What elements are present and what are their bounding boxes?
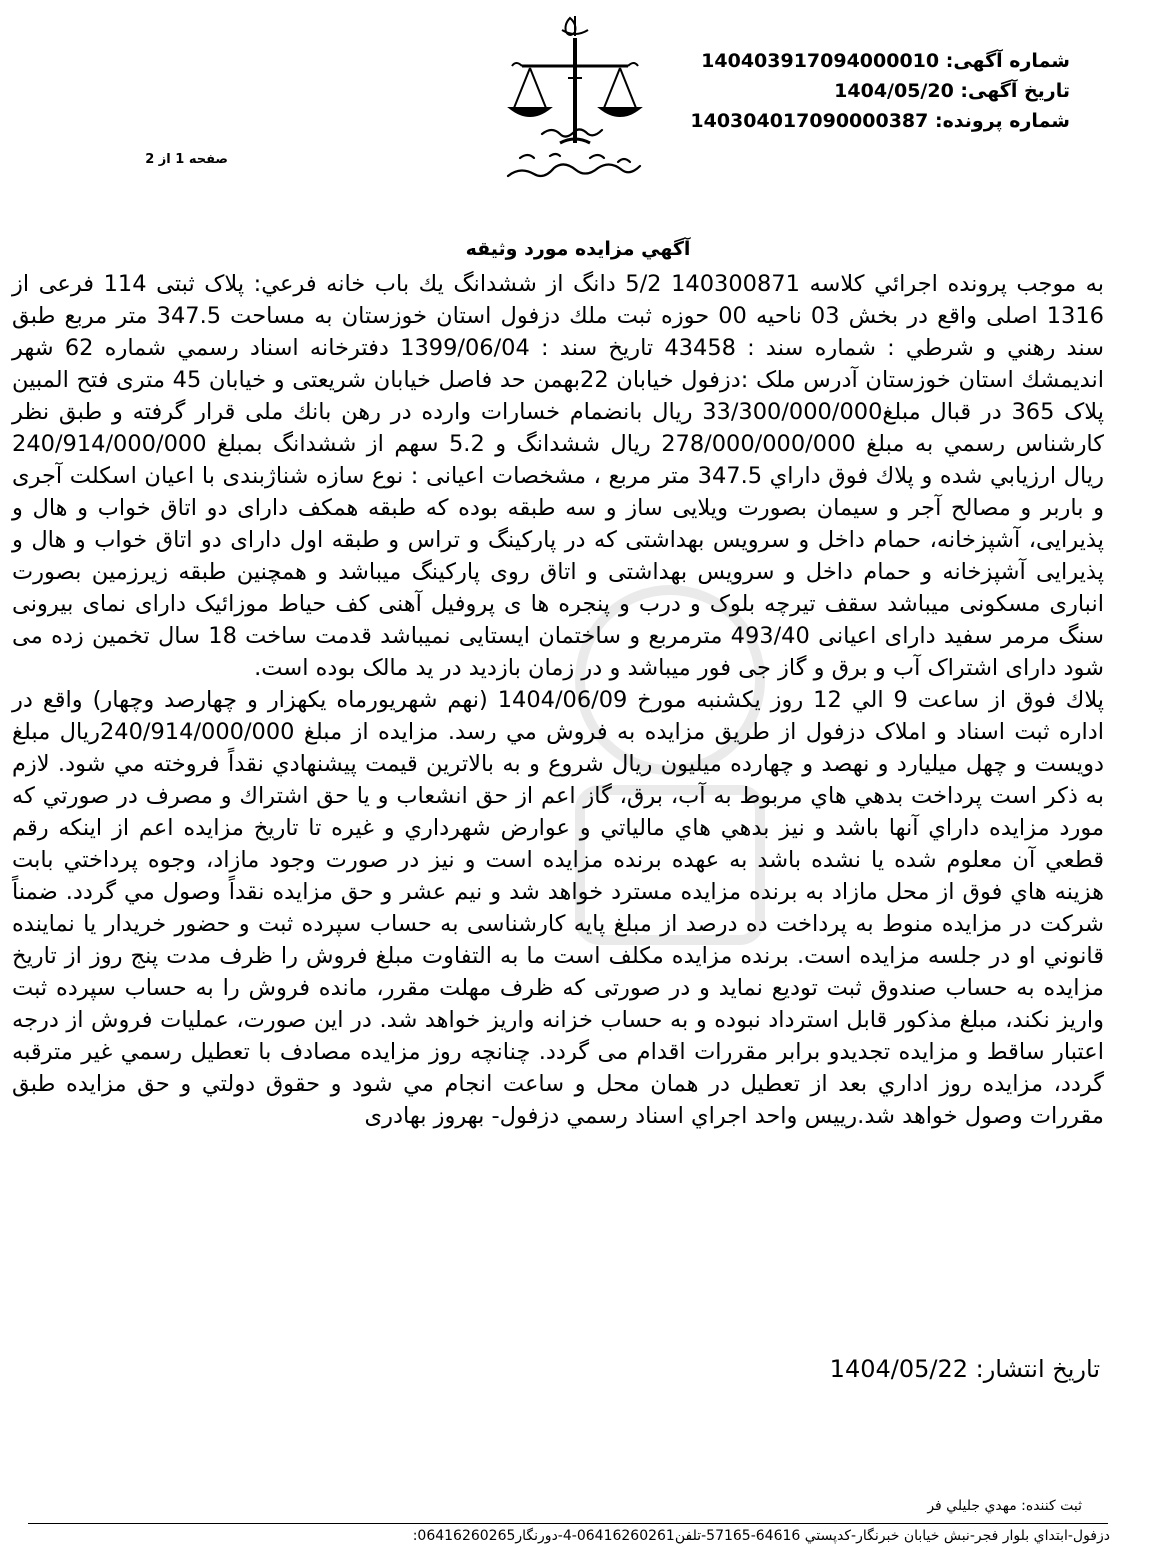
judiciary-emblem-logo — [490, 8, 660, 193]
publish-date: تاریخ انتشار: 1404/05/22 — [829, 1355, 1100, 1383]
notice-body — [12, 268, 1104, 1132]
notice-meta — [690, 46, 1070, 136]
registrar: ثبت كننده: مهدي جليلي فر — [927, 1498, 1082, 1514]
case-number: شماره پرونده: 140304017090000387 — [690, 110, 1070, 132]
page-indicator: صفحه 1 از 2 — [145, 152, 228, 167]
auction-terms-paragraph: پلاك فوق از ساعت 9 الي 12 روز يكشنبه مورخ 1404/06/09 (نهم شهریورماه یکهزار و چهارصد وچهار) واقع در اداره ثبت اسناد و املاک دزفول از طريق مزايده به فروش مي رسد. مزايده از مبلغ 240/914/000/000ريال مبلغ دویست و چهل میلیارد و نهصد و چهارده میلیون ريال شروع و به بالاترين قيمت پيشنهادي نقداً فروخته مي شود. لازم به ذكر است پرداخت بدهي هاي مربوط به آب، برق، گاز اعم از حق انشعاب و يا حق اشتراك و مصرف در صورتي كه مورد مزايده داراي آنها باشد و نيز بدهي هاي مالياتي و عوارض شهرداري و غيره تا تاريخ مزايده اعم از اينكه رقم قطعي آن معلوم شده يا نشده باشد به عهده برنده مزايده است و نيز در صورت وجود مازاد، وجوه پرداختي بابت هزينه هاي فوق از محل مازاد به برنده مزايده مسترد خواهد شد و نيم عشر و حق مزايده نقداً وصول مي گردد. ضمناً شركت در مزايده منوط به پرداخت ده درصد از مبلغ پایه کارشناسی به حساب سپرده ثبت و حضور خريدار يا نماينده قانوني او در جلسه مزايده است. برنده مزایده مکلف است ما به التفاوت مبلغ فروش را ظرف مدت پنج روز از تاریخ مزایده به حساب صندوق ثبت توديع نمايد و در صورتی که ظرف مهلت مقرر، مانده فروش را به حساب سپرده ثبت واریز نکند، مبلغ مذكور قابل استرداد نبوده و به حساب خزانه واريز خواهد شد. در اين صورت، عملیات فروش از درجه اعتبار ساقط و مزايده تجديدو برابر مقررات اقدام مى گردد. چنانچه روز مزايده مصادف با تعطيل رسمي غير مترقبه گردد، مزايده روز اداري بعد از تعطيل در همان محل و ساعت انجام مي شود و حقوق دولتي و حق مزايده طبق مقررات وصول خواهد شد.رييس واحد اجراي اسناد رسمي دزفول- بهروز بهادری — [12, 687, 1105, 1129]
notice-title: آگهي مزايده مورد وثيقه — [465, 238, 691, 260]
scales-of-justice-icon — [490, 8, 660, 193]
office-address: دزفول-ابتداي بلوار فجر-نبش خيابان خبرنگار-كدپستي 64616-57165-تلفن06416260261-4-دورنگار06416260265: — [412, 1528, 1110, 1544]
notice-date: تاریخ آگهی: 1404/05/20 — [834, 80, 1070, 102]
property-description-paragraph: به موجب پرونده اجرائي كلاسه 140300871 5/2 دانگ از ششدانگ يك باب خانه فرعي: پلاک ثبتی 114 فرعی از 1316 اصلی واقع در بخش 03 ناحیه 00 حوزه ثبت ملك دزفول استان خوزستان به مساحت 347.5 متر مربع طبق سند رهني و شرطي : شماره سند : 43458 تاريخ سند : 1399/06/04 دفترخانه اسناد رسمي شماره 62 شهر انديمشك استان خوزستان آدرس ملک :دزفول خیابان 22بهمن حد فاصل خیابان شریعتی و خیابان 45 متری فتح المبین پلاک 365 در قبال مبلغ33/300/000/000 ريال بانضمام خسارات وارده در رهن بانك ملی قرار گرفته و طبق نظر کارشناس رسمي به مبلغ 278/000/000/000 ريال ششدانگ و 5.2 سهم از ششدانگ بمبلغ 240/914/000/000 ريال ارزيابي شده و پلاك فوق داراي 347.5 متر مربع ، مشخصات اعیانی : نوع سازه شناژبندی با اعیان اسکلت آجری و باربر و مصالح آجر و سیمان بصورت ویلایی ساز و سه طبقه بوده که طبقه همکف دارای دو اتاق خواب و هال و پذیرایی، آشپزخانه، حمام داخل و سرویس بهداشتی که در پارکینگ و تراس و طبقه اول دارای دو اتاق خواب و هال و پذیرایی آشپزخانه و حمام داخل و سرویس بهداشتی و اتاق روی پارکینگ میباشد و همچنین طبقه زیرزمین بصورت انباری مسکونی میباشد سقف تیرچه بلوک و درب و پنجره ها ی پروفیل آهنی کف حیاط موزائیک دارای نمای بیرونی سنگ مرمر سفید دارای اعیانی 493/40 مترمربع و ساختمان ایستایی نمیباشد قدمت ساخت 18 سال تخمین زده می شود دارای اشتراک آب و برق و گاز جی فور میباشد و در زمان بازدید در ید مالک بوده است. — [12, 271, 1104, 681]
footer-divider — [28, 1523, 1108, 1524]
notice-number: شماره آگهی: 14040391709400001​0 — [701, 50, 1070, 72]
